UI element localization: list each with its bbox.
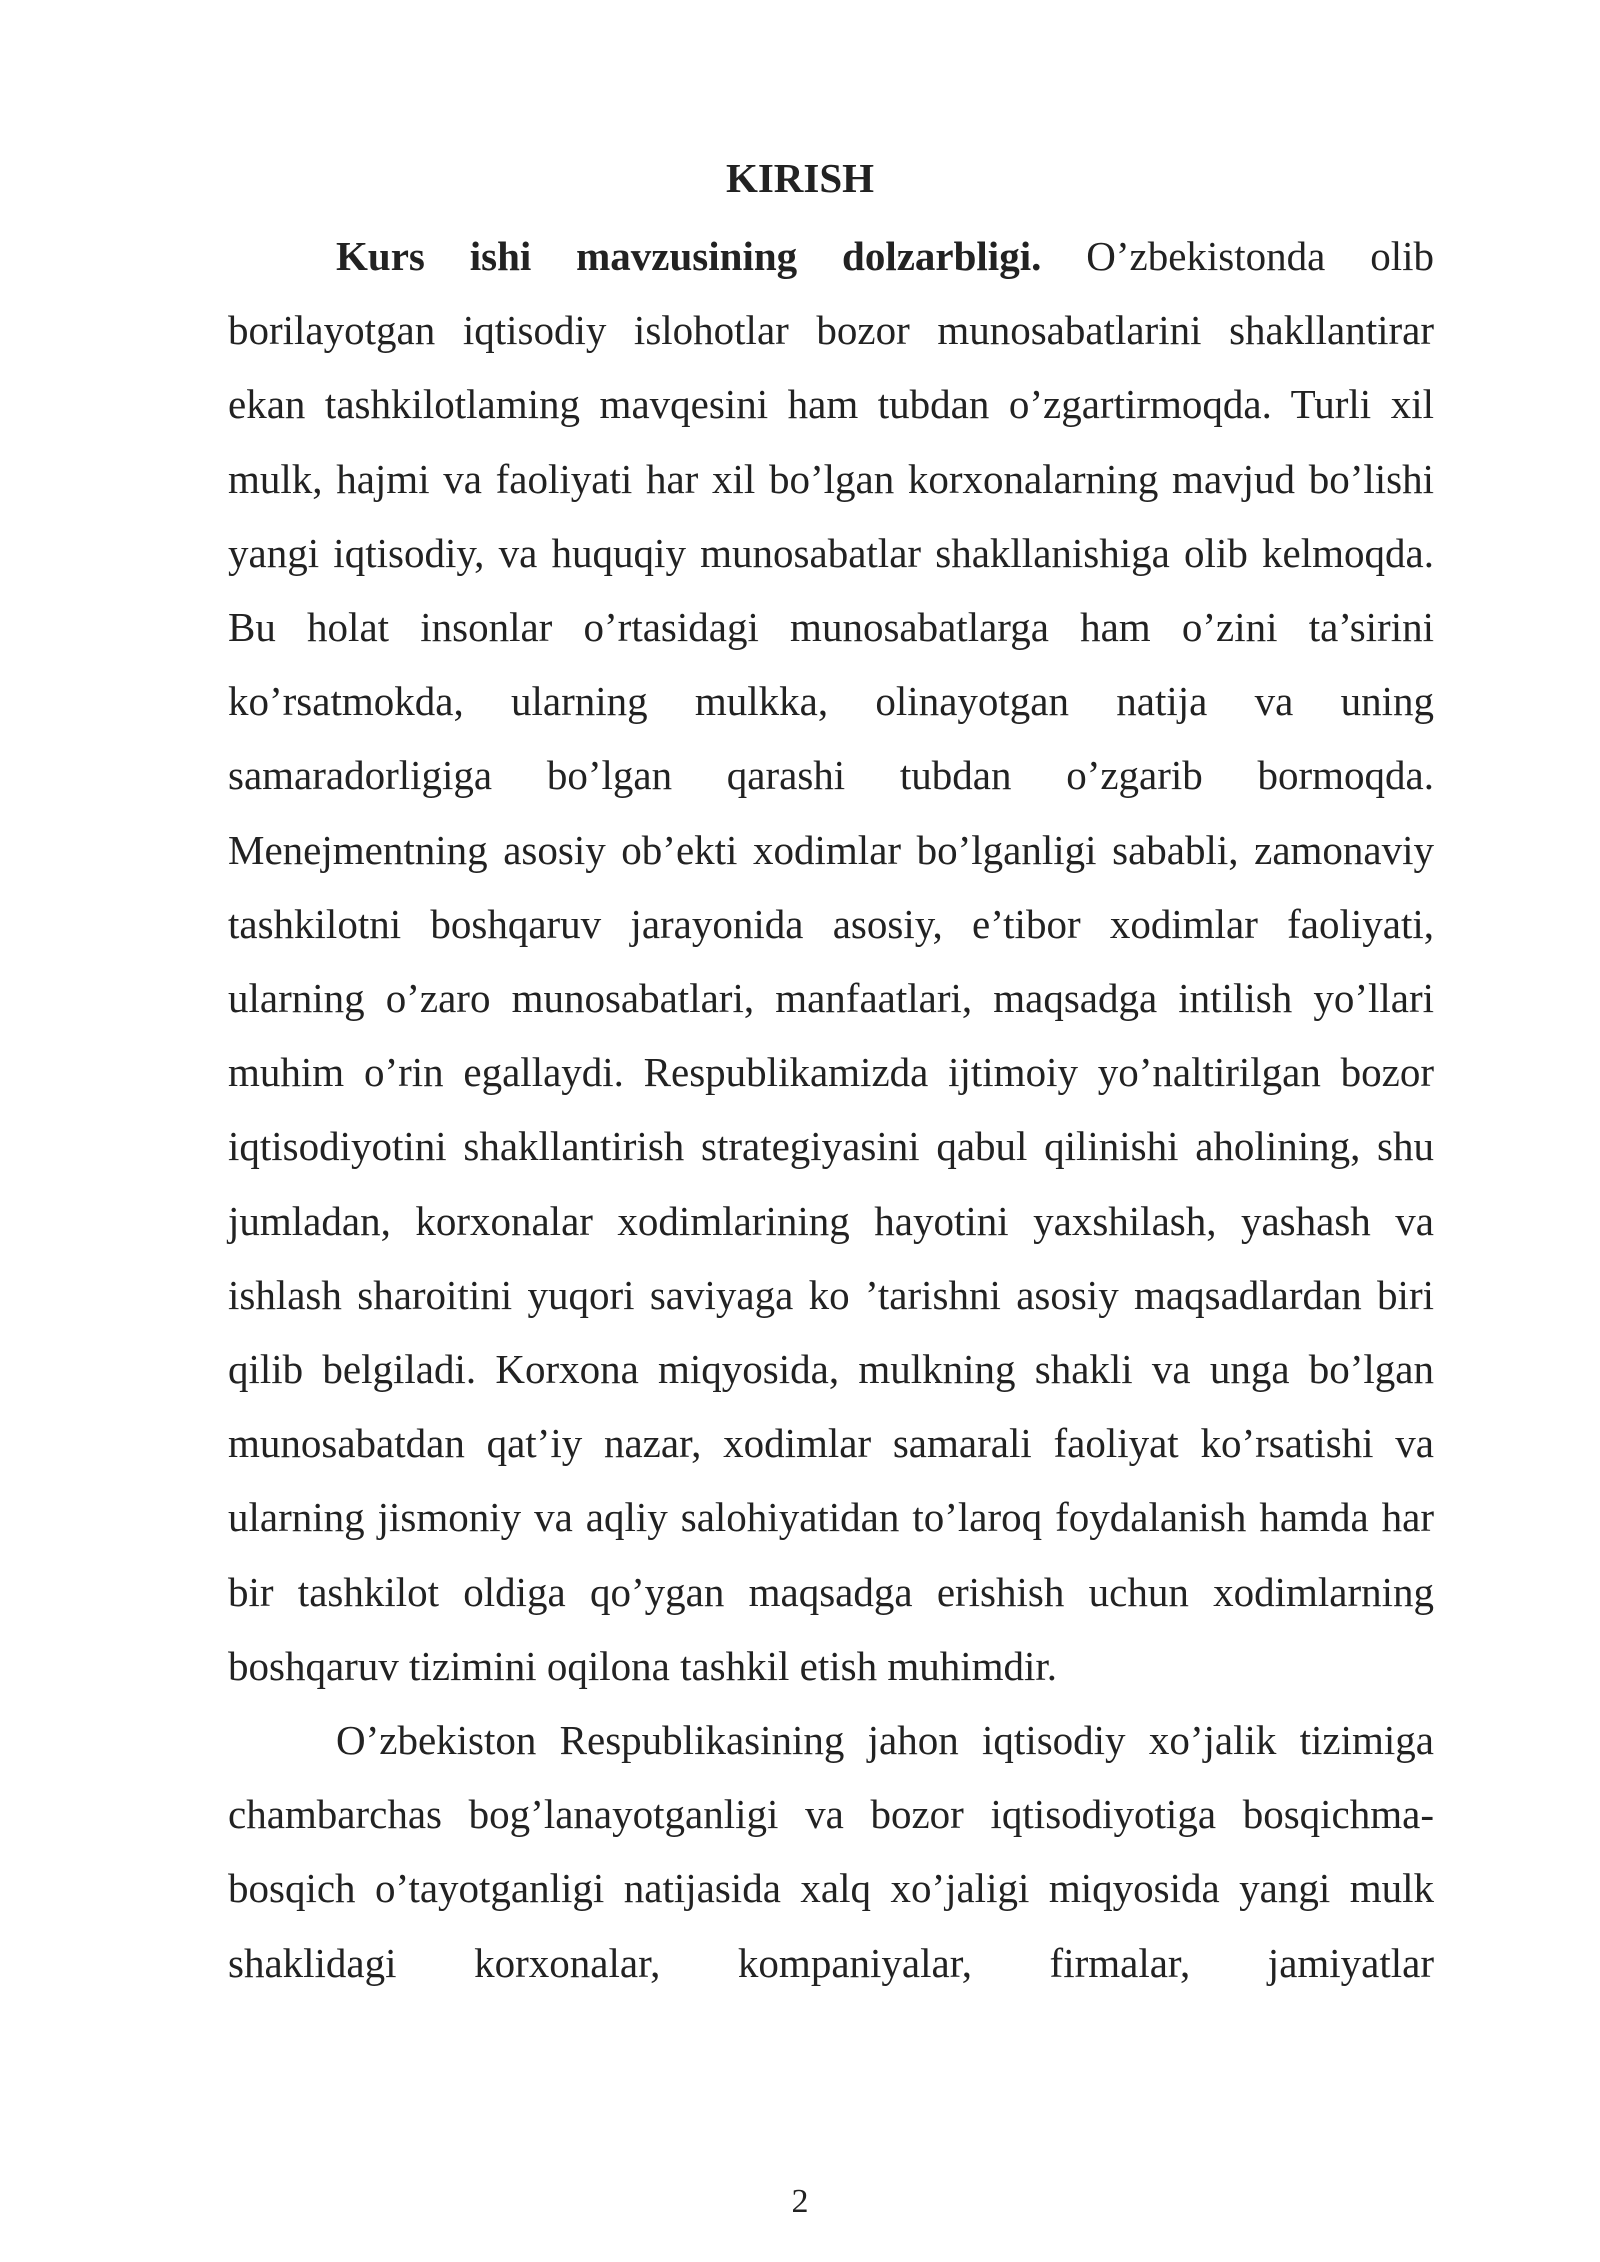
paragraph-lead: Kurs ishi mavzusining dolzarbligi. xyxy=(336,233,1042,279)
paragraph-relevance xyxy=(228,219,1434,1703)
document-body xyxy=(228,219,1434,2000)
paragraph-text: O’zbekistonda olib borilayotgan iqtisodiy islohotlar bozor munosabatlarini shakllantirar ekan tashkilotlaming mavqesini ham tubdan o’zgartirmoqda. Turli xil mulk, hajmi va faoliyati har xil bo’lgan korxonalarning mavjud bo’lishi yangi iqtisodiy, va huquqiy munosabatlar shakllanishiga olib kelmoqda. Bu holat insonlar o’rtasidagi munosabatlarga ham o’zini ta’sirini ko’rsatmokda, ularning mulkka, olinayotgan natija va uning samaradorligiga bo’lgan qarashi tubdan o’zgarib bormoqda. Menejmentning asosiy ob’ekti xodimlar bo’lganligi sababli, zamonaviy tashkilotni boshqaruv jarayonida asosiy, e’tibor xodimlar faoliyati, ularning o’zaro munosabatlari, manfaatlari, maqsadga intilish yo’llari muhim o’rin egallaydi. Respublikamizda ijtimoiy yo’naltirilgan bozor iqtisodiyotini shakllantirish strategiyasini qabul qilinishi aholining, shu jumladan, korxonalar xodimlarining hayotini yaxshilash, yashash va ishlash sharoitini yuqori saviyaga ko ’tarishni asosiy maqsadlardan biri qilib belgiladi. Korxona miqyosida, mulkning shakli va unga bo’lgan munosabatdan qat’iy nazar, xodimlar samarali faoliyat ko’rsatishi va ularning jismoniy va aqliy salohiyatidan to’laroq foydalanish hamda har bir tashkilot oldiga qo’ygan maqsadga erishish uchun xodimlarning boshqaruv tizimini oqilona tashkil etish muhimdir. xyxy=(228,233,1434,1689)
page-number: 2 xyxy=(791,2183,809,2220)
paragraph-text: O’zbekiston Respublikasining jahon iqtisodiy xo’jalik tizimiga chambarchas bog’lanayotganligi va bozor iqtisodiyotiga bosqichma-bosqich o’tayotganligi natijasida xalq xo’jaligi miqyosida yangi mulk shaklidagi korxonalar, kompaniyalar, firmalar, jamiyatlar xyxy=(228,1717,1434,1986)
section-title: KIRISH xyxy=(725,155,875,201)
paragraph-integration xyxy=(228,1703,1434,2000)
